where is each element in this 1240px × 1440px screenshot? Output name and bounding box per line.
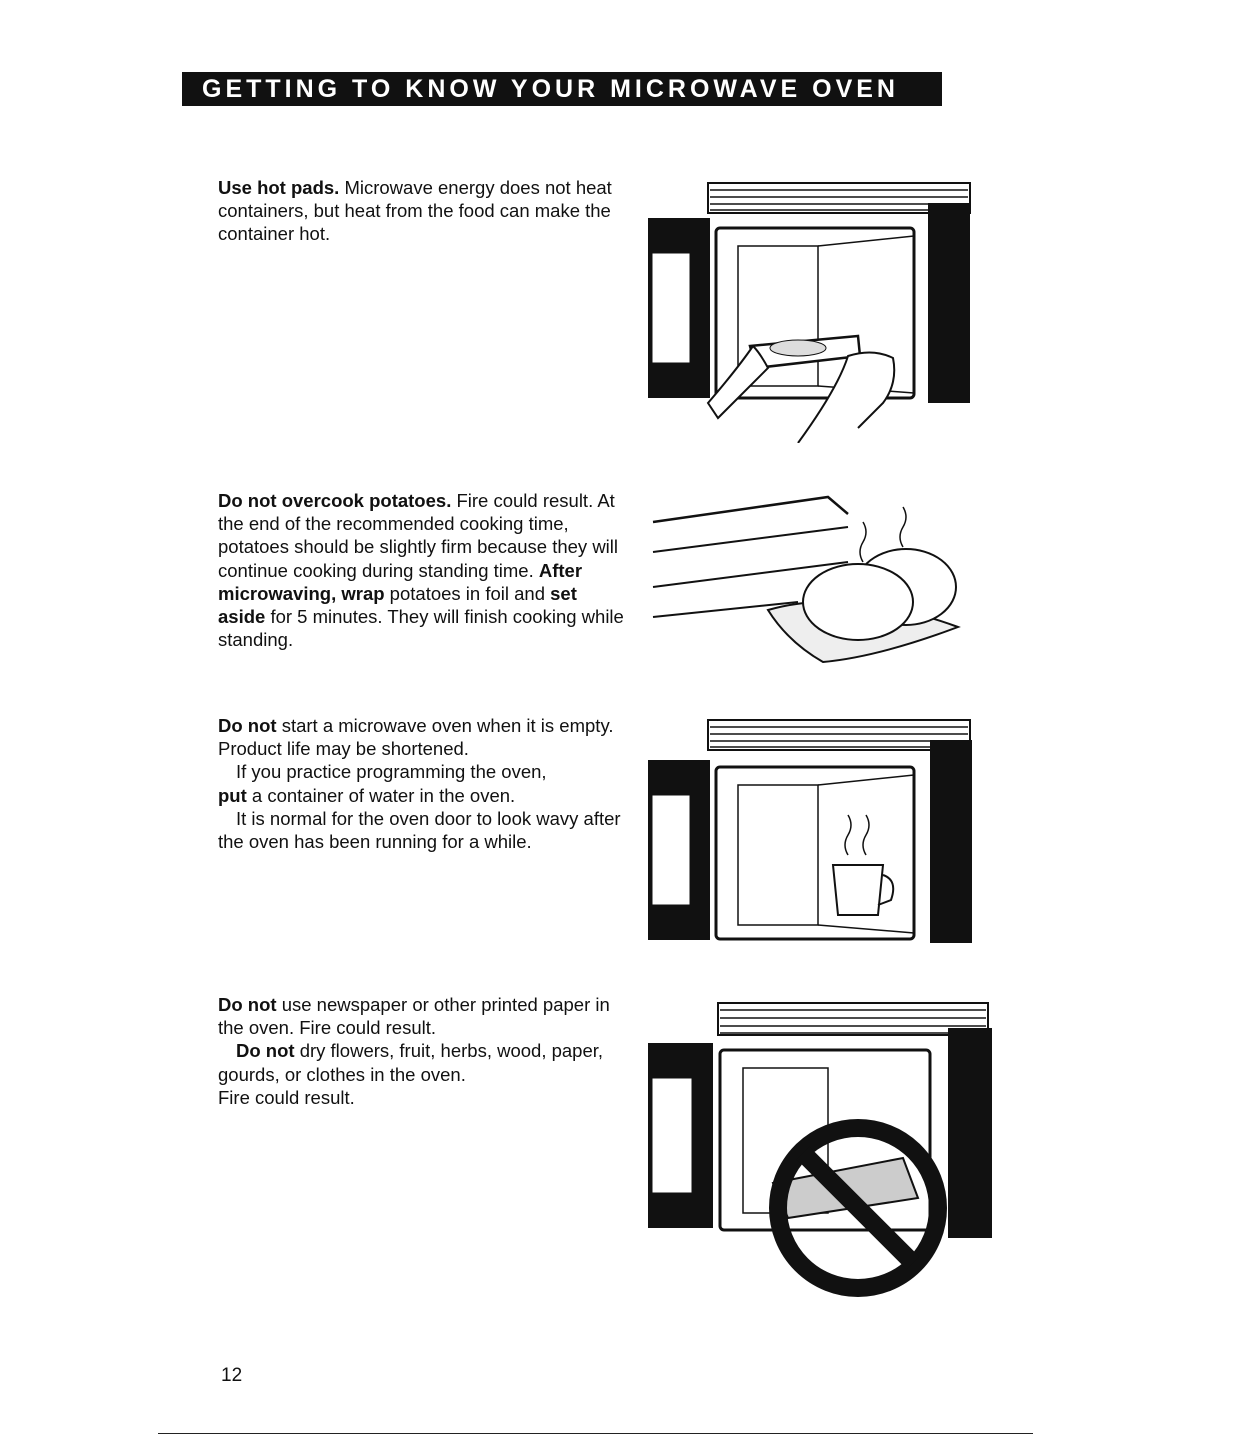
bold-do-not-dry: Do not [236, 1040, 295, 1062]
body-empty-oven: start a microwave oven when it is empty. Product life may be shortened. [218, 715, 614, 760]
bold-put: put [218, 784, 247, 806]
bold-set-aside: set aside [218, 582, 577, 628]
footer-rule [158, 1433, 1033, 1434]
text-block-no-paper [218, 993, 628, 1109]
body-hot-pads: Microwave energy does not heat containers, but heat from the food can make the container hot. [218, 177, 612, 245]
body-fire-result: Fire could result. [218, 1086, 355, 1108]
hot-pads-illustration [648, 178, 978, 443]
text-block-hot-pads [218, 176, 628, 246]
cup-of-water-illustration [648, 715, 978, 945]
body-potatoes-1: Fire could result. At the end of the recommended cooking time, potatoes should be slightly firm because they will continue cooking during standing time. [218, 490, 619, 581]
prohibited-paper-illustration [648, 998, 993, 1298]
page-number: 12 [221, 1365, 243, 1386]
body-potatoes-3: for 5 minutes. They will finish cooking while standing. [218, 606, 624, 651]
lead-empty-oven: Do not [218, 715, 277, 736]
body-put: a container of water in the oven. [246, 784, 516, 806]
potatoes-illustration [648, 492, 963, 664]
bold-after-microwaving: After microwaving, wrap [218, 559, 583, 604]
lead-no-paper: Do not [218, 994, 277, 1015]
section-header: GETTING TO KNOW YOUR MICROWAVE OVEN [182, 72, 942, 106]
para-wavy-door: It is normal for the oven door to look wavy after the oven has been running for a while. [218, 807, 621, 853]
para-practice: If you practice programming the oven, [236, 761, 547, 783]
lead-potatoes: Do not overcook potatoes. [218, 490, 452, 511]
text-block-empty-oven [218, 714, 628, 853]
body-no-paper: use newspaper or other printed paper in the oven. Fire could result. [218, 994, 610, 1039]
body-potatoes-2: potatoes in foil and [384, 582, 551, 604]
text-block-potatoes [218, 489, 628, 651]
body-do-not-dry: dry flowers, fruit, herbs, wood, paper, gourds, or clothes in the oven. [218, 1040, 604, 1085]
lead-hot-pads: Use hot pads. [218, 177, 340, 198]
